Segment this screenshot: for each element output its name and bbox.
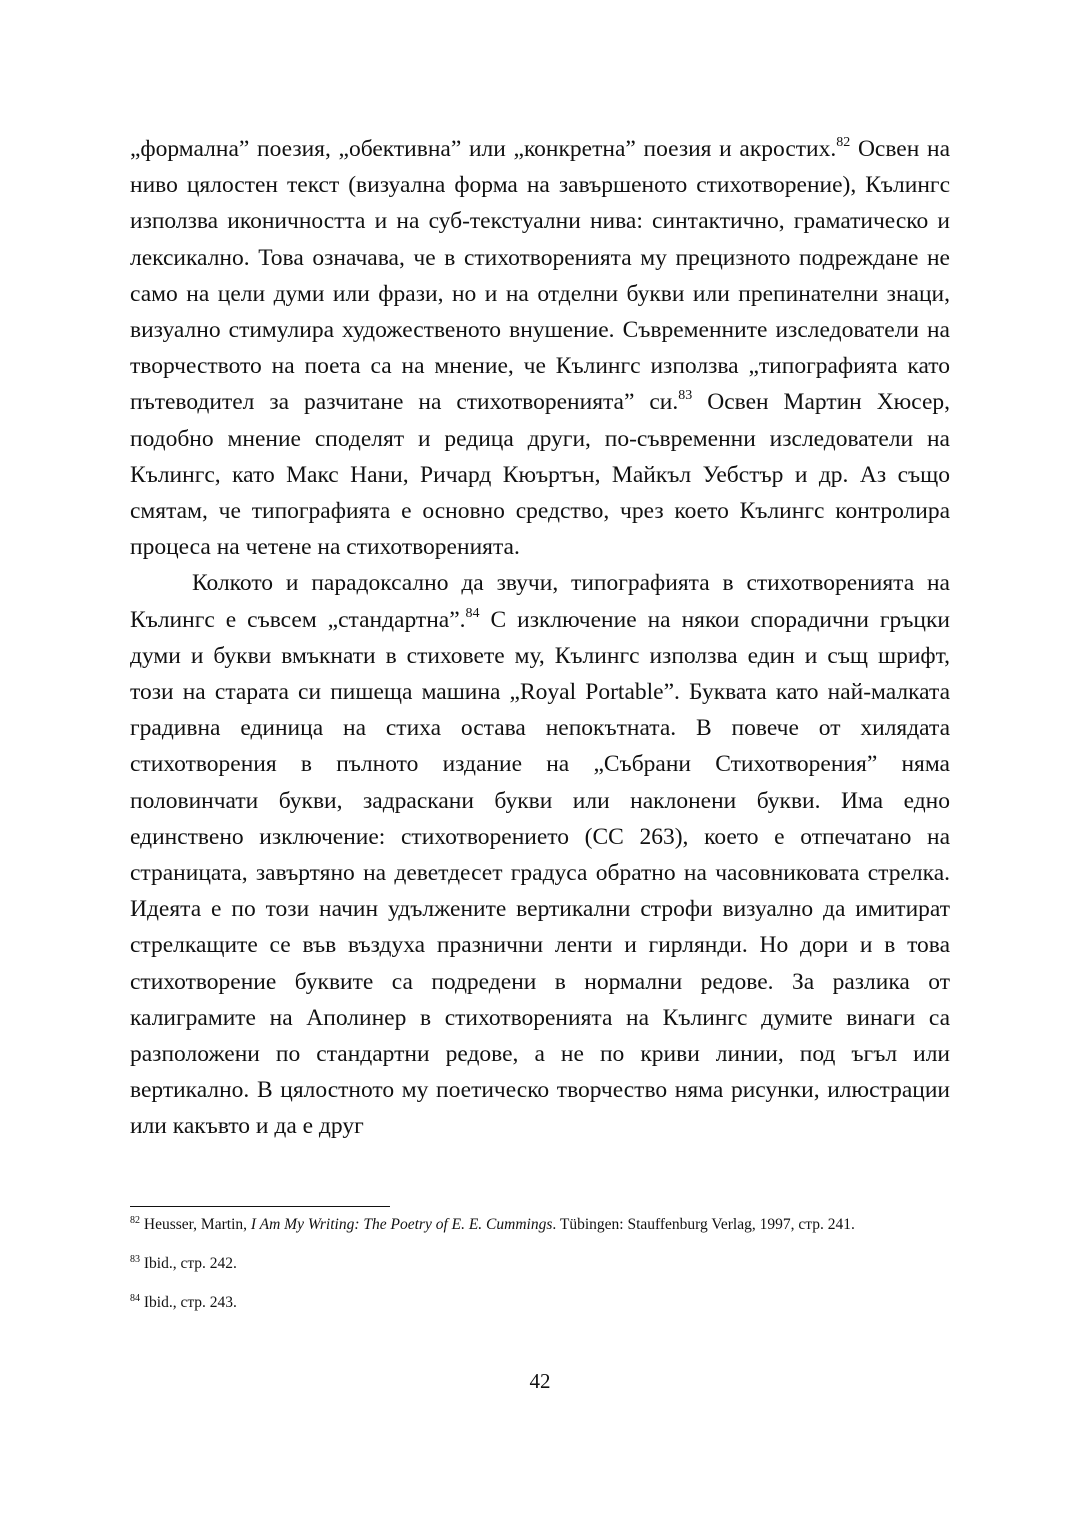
footnote-text: Heusser, Martin, <box>140 1216 251 1233</box>
paragraph-2-text: С изключение на някои спорадични гръцки думи и букви вмъкнати в стиховете му, Кълингс използва един и същ шрифт, този на старата си пишеща машина „Royal Portable”. Буквата като най-малката градивна единица на стиха остава непокътната. В повече от хилядата стихотворения в пълното издание на „Събрани Стихотворения” няма половинчати букви, задраскани букви или наклонени букви. Има едно единствено изключение: стихотворението (CC 263), което е отпечатано на страницата, завъртяно на деветдесет градуса обратно на часовниковата стрелка. Идеята е по този начин удължените вертикални строфи визуално да имитират стрелкащите се във въздуха празнични ленти и гирлянди. Но дори и в това стихотворение буквите са подредени в нормални редове. За разлика от калиграмите на Аполинер в стихотворенията на Кълингс думите винаги са разположени по стандартни редове, а не по криви линии, под ъгъл или вертикално. В цялостното му поетическо творчество няма рисунки, илюстрации или какъвто и да е друг <box>130 606 950 1140</box>
footnote-84 <box>130 1292 950 1314</box>
body-text <box>130 131 950 1145</box>
paragraph-1-text: Освен Мартин Хюсер, подобно мнение споделят и редица други, по-съвременни изследователи на Кълингс, като Макс Нани, Ричард Кюъртън, Майкъл Уебстър и др. Аз също смятам, че типографията е основно средство, чрез което Кълингс контролира процеса на четене на стихотворенията. <box>130 389 950 561</box>
footnote-text: Ibid., стр. 242. <box>140 1255 237 1272</box>
footnote-book-title: I Am My Writing: The Poetry of E. E. Cummings <box>250 1216 553 1233</box>
footnote-ref-83: 83 <box>678 388 693 404</box>
footnotes <box>130 1214 950 1331</box>
footnote-number: 82 <box>130 1215 140 1226</box>
paragraph-2-text: Колкото и парадоксално да звучи, типографията в стихотворенията на Кълингс е съвсем „стандартна”. <box>130 570 950 633</box>
footnote-number: 83 <box>130 1254 140 1265</box>
footnote-text: . Tübingen: Stauffenburg Verlag, 1997, стр. 241. <box>552 1216 855 1233</box>
footnote-82 <box>130 1214 950 1236</box>
paragraph-1-text: „формална” поезия, „обективна” или „конкретна” поезия и акростих. <box>130 136 837 162</box>
footnote-number: 84 <box>130 1293 140 1304</box>
paragraph-1 <box>130 131 950 565</box>
footnote-text: Ibid., стр. 243. <box>140 1294 237 1311</box>
footnote-separator <box>130 1206 390 1207</box>
footnote-ref-82: 82 <box>836 135 851 150</box>
paragraph-2 <box>130 565 950 1144</box>
footnote-ref-84: 84 <box>465 605 480 621</box>
footnote-83 <box>130 1253 950 1275</box>
page-number: 42 <box>529 1369 551 1393</box>
paragraph-1-text: Освен на ниво цялостен текст (визуална форма на завършеното стихотворение), Кълингс използва иконичността и на суб-текстуални нива: синтактично, граматическо и лексикално. Това означава, че в стихотворенията му прецизното подреждане не само на цели думи или фрази, но и на отделни букви или препинателни знаци, визуално стимулира художественото внушение. Съвременните изследователи на творчеството на поета са на мнение, че Кълингс използва „типографията като пътеводител за разчитане на стихотворенията” си. <box>130 136 950 416</box>
